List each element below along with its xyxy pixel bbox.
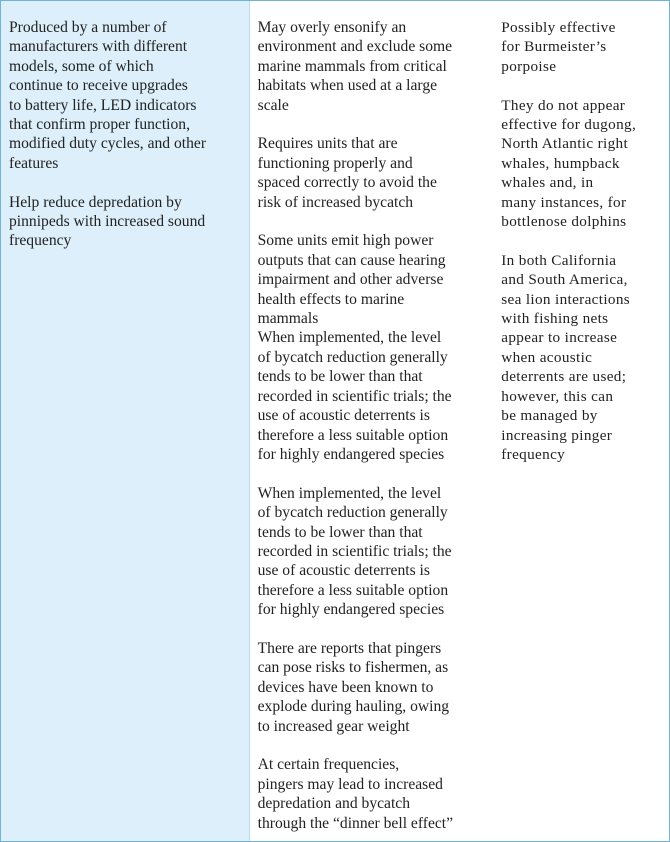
table-cell-paragraph [258,484,492,620]
text-line: sea lion interactions [501,290,631,308]
text-line: of bycatch reduction generally [257,504,448,522]
text-line: can pose risks to fishermen, as [257,659,449,677]
text-line: depredation and bycatch [257,795,411,813]
text-line: explode during hauling, owing [257,698,450,716]
text-line: When implemented, the level [257,329,442,347]
text-line: May overly ensonify an [257,19,407,36]
text-line: many instances, for [501,193,627,211]
text-line: frequency [501,445,566,463]
text-line: pinnipeds with increased sound [9,213,206,231]
text-line: risk of increased bycatch [257,193,414,211]
text-line: Some units emit high power [257,232,434,250]
table-cell-paragraph [258,18,492,115]
text-line: however, this can [501,387,614,405]
text-line: mammals [257,310,319,328]
table-cell-paragraph [258,639,492,736]
text-line: therefore a less suitable option [257,426,449,444]
text-line: for highly endangered species [257,601,445,619]
text-line: When implemented, the level [257,484,442,502]
text-line: Possibly effective [501,19,616,36]
text-line: North Atlantic right [501,135,629,153]
column-effectiveness [495,1,669,841]
text-line: through the “dinner bell effect” [257,814,454,832]
text-line: appear to increase [501,329,618,347]
text-line: At certain frequencies, [257,756,400,774]
text-line: be managed by [501,407,598,425]
text-line: health effects to marine [257,290,405,308]
text-line: to battery life, LED indicators [9,96,197,114]
table-cell-paragraph [501,96,669,232]
text-line: porpoise [501,57,557,75]
text-line: functioning properly and [257,154,413,172]
table-cell-paragraph [258,134,492,212]
text-line: bottlenose dolphins [501,213,627,231]
text-line: for Burmeister’s [501,38,607,56]
text-line: effective for dugong, [501,116,637,134]
text-line: tends to be lower than that [257,523,423,541]
text-line: and South America, [501,271,628,289]
column-features [1,1,249,841]
table-cell-paragraph [501,251,669,464]
text-line: whales and, in [501,174,594,192]
text-line: outputs that can cause hearing [257,251,446,269]
text-line: models, some of which [9,57,154,75]
text-line: Produced by a number of [9,19,167,36]
text-line: with fishing nets [501,310,609,328]
text-line: use of acoustic deterrents is [257,562,430,580]
table-cell-paragraph [9,18,243,173]
text-line: environment and exclude some [257,38,453,56]
text-line: spaced correctly to avoid the [257,174,437,192]
text-line: habitats when used at a large [257,77,438,95]
text-line: to increased gear weight [257,717,410,735]
text-line: pingers may lead to increased [257,775,443,793]
text-line: that confirm proper function, [9,116,191,134]
text-line: increasing pinger [501,426,613,444]
text-line: recorded in scientific trials; the [257,387,452,405]
table-cell-paragraph [9,193,243,251]
text-line: deterrents are used; [501,368,627,386]
column-drawbacks [250,1,496,841]
text-line: marine mammals from critical [257,57,447,75]
table-cell-paragraph [501,18,669,76]
text-line: In both California [501,251,617,269]
text-line: They do not appear [501,96,626,114]
text-line: Help reduce depredation by [9,193,182,211]
table-cell-paragraph [258,755,492,833]
text-line: modified duty cycles, and other [9,135,207,153]
text-line: There are reports that pingers [257,639,442,657]
text-line: use of acoustic deterrents is [257,407,430,425]
text-line: devices have been known to [257,678,434,696]
text-line: features [9,154,59,172]
text-line: frequency [9,232,72,250]
text-line: whales, humpback [501,154,620,172]
text-line: when acoustic [501,348,593,366]
text-line: continue to receive upgrades [9,77,188,95]
text-line: scale [257,96,289,114]
text-line: impairment and other adverse [257,271,444,289]
text-line: of bycatch reduction generally [257,348,448,366]
text-line: therefore a less suitable option [257,581,449,599]
text-line: tends to be lower than that [257,368,423,386]
text-line: for highly endangered species [257,445,445,463]
table-cell-paragraph [258,231,492,464]
text-line: Requires units that are [257,135,398,153]
text-line: recorded in scientific trials; the [257,542,452,560]
text-line: manufacturers with different [9,38,188,56]
